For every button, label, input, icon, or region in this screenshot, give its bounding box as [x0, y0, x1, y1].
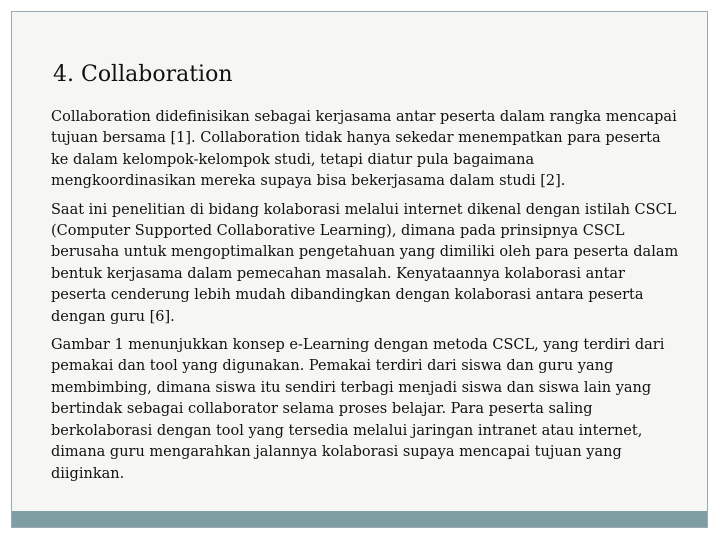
paragraph-cscl-research: Saat ini penelitian di bidang kolaborasi melalui internet dikenal dengan istilah CSCL (Computer Supported Collaborative Learning), dimana pada prinsipnya CSCL berusaha untuk mengoptimalkan pengetahuan yang dimiliki oleh para peserta dalam bentuk kerjasama dalam pemecahan masalah. Kenyataannya kolaborasi antar peserta cenderung lebih mudah dibandingkan dengan kolaborasi antara peserta dengan guru [6].: [51, 201, 679, 325]
paragraph-figure-description: Gambar 1 menunjukkan konsep e-Learning dengan metoda CSCL, yang terdiri dari pemakai dan tool yang digunakan. Pemakai terdiri dari siswa dan guru yang membimbing, dimana siswa itu sendiri terbagi menjadi siswa dan siswa lain yang bertindak sebagai collaborator selama proses belajar. Para peserta saling berkolaborasi dengan tool yang tersedia melalui jaringan intranet atau internet, dimana guru mengarahkan jalannya kolaborasi supaya mencapai tujuan yang diiginkan.: [51, 337, 665, 482]
bottom-accent-bar: [12, 511, 707, 527]
slide-body: [51, 107, 681, 492]
slide-title: 4. Collaboration: [53, 62, 233, 87]
paragraph-collaboration-definition: Collaboration didefinisikan sebagai kerjasama antar peserta dalam rangka mencapai tujuan bersama [1]. Collaboration tidak hanya sekedar menempatkan para peserta ke dalam kelompok-kelompok studi, tetapi diatur pula bagaimana mengkoordinasikan mereka supaya bisa bekerjasama dalam studi [2].: [51, 109, 677, 190]
slide-frame: [11, 11, 708, 528]
